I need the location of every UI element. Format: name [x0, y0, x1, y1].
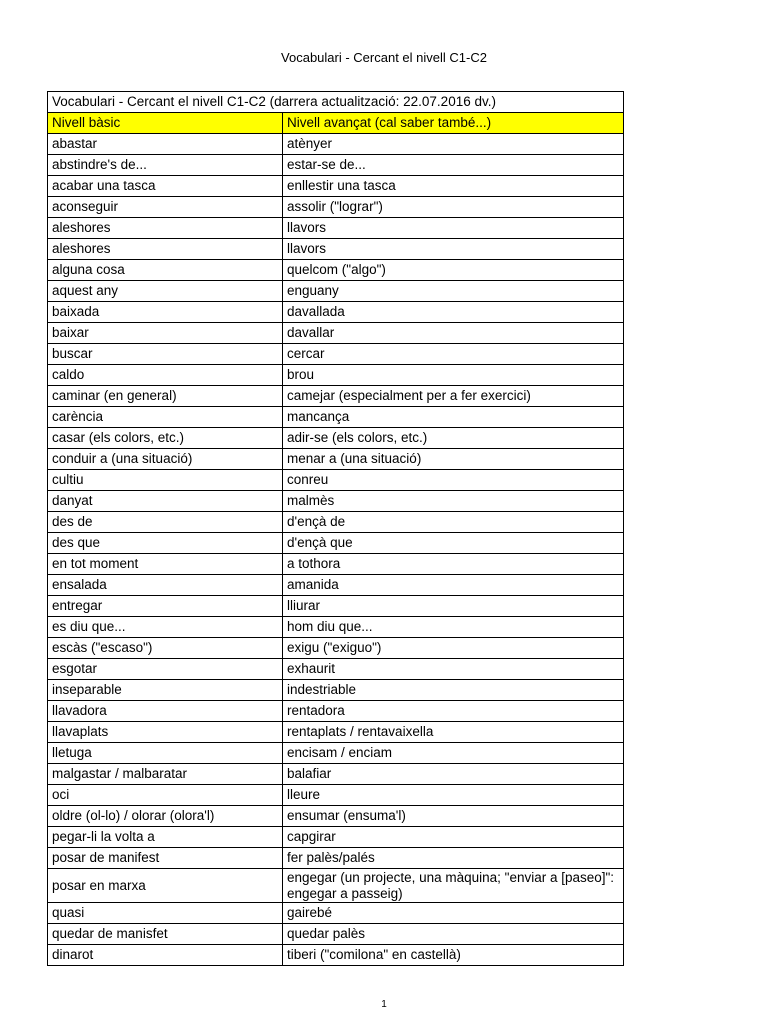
basic-term-cell: inseparable — [48, 680, 283, 701]
table-row — [48, 575, 624, 596]
basic-term-cell: danyat — [48, 491, 283, 512]
basic-term-cell: cultiu — [48, 470, 283, 491]
table-row — [48, 218, 624, 239]
basic-term-cell: caldo — [48, 365, 283, 386]
basic-term-cell: des que — [48, 533, 283, 554]
advanced-term-cell: camejar (especialment per a fer exercici) — [283, 386, 624, 407]
basic-term-cell: caminar (en general) — [48, 386, 283, 407]
page-number: 1 — [381, 999, 387, 1010]
table-row — [48, 470, 624, 491]
basic-term-cell: es diu que... — [48, 617, 283, 638]
table-row — [48, 806, 624, 827]
advanced-term-cell: quedar palès — [283, 924, 624, 945]
basic-term-cell: llavadora — [48, 701, 283, 722]
basic-term-cell: posar de manifest — [48, 848, 283, 869]
basic-term-cell: llavaplats — [48, 722, 283, 743]
basic-term-cell: lletuga — [48, 743, 283, 764]
advanced-term-cell: davallar — [283, 323, 624, 344]
basic-term-cell: buscar — [48, 344, 283, 365]
advanced-term-cell: exhaurit — [283, 659, 624, 680]
advanced-term-cell: rentadora — [283, 701, 624, 722]
table-row — [48, 764, 624, 785]
advanced-term-cell: conreu — [283, 470, 624, 491]
advanced-term-cell: indestriable — [283, 680, 624, 701]
basic-term-cell: baixar — [48, 323, 283, 344]
basic-term-cell: aquest any — [48, 281, 283, 302]
advanced-term-cell: menar a (una situació) — [283, 449, 624, 470]
table-row — [48, 743, 624, 764]
table-row — [48, 827, 624, 848]
table-row — [48, 449, 624, 470]
advanced-term-cell: enguany — [283, 281, 624, 302]
basic-term-cell: carència — [48, 407, 283, 428]
table-row — [48, 176, 624, 197]
basic-term-cell: pegar-li la volta a — [48, 827, 283, 848]
advanced-term-cell: llavors — [283, 239, 624, 260]
table-row — [48, 869, 624, 903]
table-row — [48, 722, 624, 743]
advanced-term-cell: a tothora — [283, 554, 624, 575]
page-header-title: Vocabulari - Cercant el nivell C1-C2 — [281, 50, 487, 65]
table-row — [48, 197, 624, 218]
table-row — [48, 638, 624, 659]
table-title-row — [48, 92, 624, 113]
basic-term-cell: oci — [48, 785, 283, 806]
basic-term-cell: conduir a (una situació) — [48, 449, 283, 470]
basic-term-cell: ensalada — [48, 575, 283, 596]
table-row — [48, 848, 624, 869]
basic-term-cell: acabar una tasca — [48, 176, 283, 197]
table-row — [48, 239, 624, 260]
advanced-term-cell: engegar (un projecte, una màquina; "enviar a [paseo]": engegar a passeig) — [283, 869, 624, 903]
advanced-term-cell: lliurar — [283, 596, 624, 617]
table-row — [48, 680, 624, 701]
advanced-term-cell: assolir ("lograr") — [283, 197, 624, 218]
advanced-term-cell: lleure — [283, 785, 624, 806]
advanced-term-cell: atènyer — [283, 134, 624, 155]
advanced-term-cell: mancança — [283, 407, 624, 428]
advanced-term-cell: exigu ("exiguo") — [283, 638, 624, 659]
table-row — [48, 924, 624, 945]
advanced-term-cell: balafiar — [283, 764, 624, 785]
table-row — [48, 596, 624, 617]
table-row — [48, 344, 624, 365]
table-row — [48, 134, 624, 155]
table-row — [48, 260, 624, 281]
advanced-term-cell: amanida — [283, 575, 624, 596]
table-title: Vocabulari - Cercant el nivell C1-C2 (darrera actualització: 22.07.2016 dv.) — [48, 92, 624, 113]
basic-term-cell: esgotar — [48, 659, 283, 680]
table-row — [48, 491, 624, 512]
table-row — [48, 533, 624, 554]
table-header-row — [48, 113, 624, 134]
advanced-term-cell: malmès — [283, 491, 624, 512]
advanced-term-cell: cercar — [283, 344, 624, 365]
table-row — [48, 281, 624, 302]
table-row — [48, 512, 624, 533]
basic-term-cell: alguna cosa — [48, 260, 283, 281]
column-header-basic: Nivell bàsic — [48, 113, 283, 134]
table-row — [48, 365, 624, 386]
basic-term-cell: aleshores — [48, 239, 283, 260]
basic-term-cell: casar (els colors, etc.) — [48, 428, 283, 449]
basic-term-cell: entregar — [48, 596, 283, 617]
advanced-term-cell: d'ençà de — [283, 512, 624, 533]
advanced-term-cell: quelcom ("algo") — [283, 260, 624, 281]
basic-term-cell: quedar de manisfet — [48, 924, 283, 945]
vocabulary-table — [47, 91, 624, 966]
advanced-term-cell: d'ençà que — [283, 533, 624, 554]
advanced-term-cell: hom diu que... — [283, 617, 624, 638]
basic-term-cell: quasi — [48, 903, 283, 924]
basic-term-cell: oldre (ol-lo) / olorar (olora'l) — [48, 806, 283, 827]
basic-term-cell: aconseguir — [48, 197, 283, 218]
advanced-term-cell: encisam / enciam — [283, 743, 624, 764]
table-row — [48, 617, 624, 638]
advanced-term-cell: fer palès/palés — [283, 848, 624, 869]
table-row — [48, 407, 624, 428]
table-row — [48, 302, 624, 323]
table-row — [48, 386, 624, 407]
advanced-term-cell: estar-se de... — [283, 155, 624, 176]
table-row — [48, 323, 624, 344]
basic-term-cell: posar en marxa — [48, 869, 283, 903]
advanced-term-cell: davallada — [283, 302, 624, 323]
table-body — [48, 134, 624, 966]
table-row — [48, 155, 624, 176]
advanced-term-cell: brou — [283, 365, 624, 386]
table-row — [48, 659, 624, 680]
basic-term-cell: abstindre's de... — [48, 155, 283, 176]
advanced-term-cell: rentaplats / rentavaixella — [283, 722, 624, 743]
table-row — [48, 428, 624, 449]
table-row — [48, 903, 624, 924]
table-row — [48, 701, 624, 722]
table-row — [48, 785, 624, 806]
advanced-term-cell: ensumar (ensuma'l) — [283, 806, 624, 827]
basic-term-cell: malgastar / malbaratar — [48, 764, 283, 785]
advanced-term-cell: adir-se (els colors, etc.) — [283, 428, 624, 449]
table-row — [48, 554, 624, 575]
basic-term-cell: des de — [48, 512, 283, 533]
table-row — [48, 945, 624, 966]
column-header-advanced: Nivell avançat (cal saber també...) — [283, 113, 624, 134]
basic-term-cell: escàs ("escaso") — [48, 638, 283, 659]
basic-term-cell: aleshores — [48, 218, 283, 239]
basic-term-cell: dinarot — [48, 945, 283, 966]
basic-term-cell: abastar — [48, 134, 283, 155]
advanced-term-cell: llavors — [283, 218, 624, 239]
advanced-term-cell: enllestir una tasca — [283, 176, 624, 197]
basic-term-cell: baixada — [48, 302, 283, 323]
advanced-term-cell: tiberi ("comilona" en castellà) — [283, 945, 624, 966]
basic-term-cell: en tot moment — [48, 554, 283, 575]
advanced-term-cell: capgirar — [283, 827, 624, 848]
advanced-term-cell: gairebé — [283, 903, 624, 924]
